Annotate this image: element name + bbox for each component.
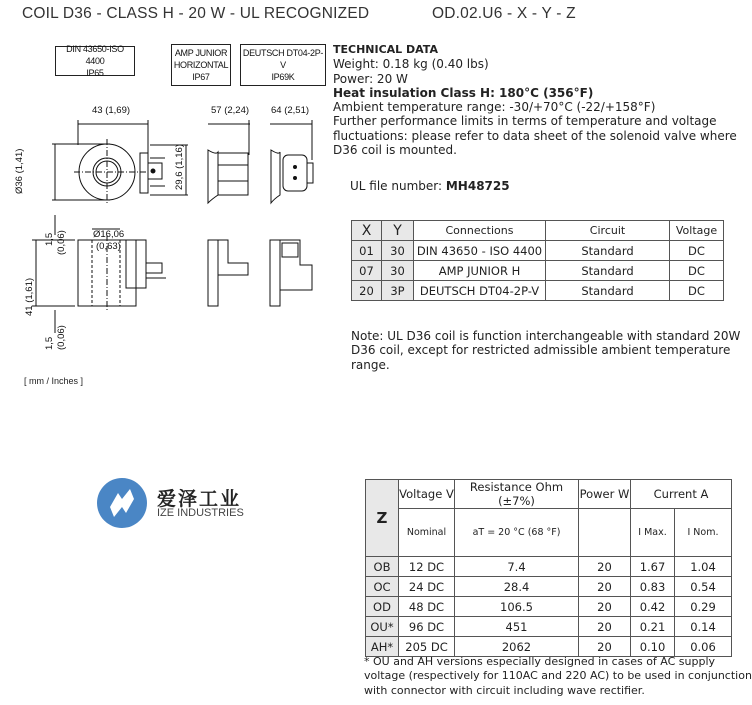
- table-row: [352, 261, 724, 281]
- connector-box-line: AMP JUNIOR: [174, 48, 228, 58]
- footnote: * OU and AH versions especially designed in cases of AC supply voltage (respectively for 110AC and 220 AC) to be used in conjunction with connector with circuit including wave rectifier.: [364, 655, 752, 697]
- cell: DEUTSCH DT04-2P-V: [414, 281, 546, 301]
- note: Note: UL D36 coil is function interchangeable with standard 20W D36 coil, except for restricted admissible ambient temperature range.: [351, 329, 741, 372]
- ambient-range: Ambient temperature range: -30/+70°C (-22/+158°F): [333, 100, 656, 115]
- ize-logo-icon: [96, 477, 148, 529]
- dim-length: 41 (1,61): [24, 277, 35, 316]
- cell: 20: [579, 577, 631, 597]
- cell: 106.5: [455, 597, 579, 617]
- sub-power-empty: [579, 509, 631, 557]
- cell: 24 DC: [399, 577, 455, 597]
- cell: 01: [352, 241, 382, 261]
- table-row: [366, 597, 732, 617]
- cell: DC: [670, 281, 724, 301]
- cell: 12 DC: [399, 557, 455, 577]
- dim-gap-top: 1,5: [44, 232, 55, 246]
- col-z: Z: [366, 480, 399, 557]
- connector-box-amp: [171, 44, 231, 86]
- logo-chinese: 爱泽工业: [157, 488, 242, 510]
- col-connections: Connections: [414, 221, 546, 241]
- cell: AMP JUNIOR H: [414, 261, 546, 281]
- document-title: COIL D36 - CLASS H - 20 W - UL RECOGNIZED: [22, 5, 370, 22]
- cell: 30: [382, 241, 414, 261]
- connector-box-din: [55, 46, 135, 76]
- table-row: [366, 577, 732, 597]
- cell: Standard: [546, 281, 670, 301]
- col-current: Current A: [631, 480, 732, 509]
- cell: 3P: [382, 281, 414, 301]
- z-table: [365, 479, 732, 657]
- xy-table: [351, 220, 724, 301]
- table-header: [352, 221, 724, 241]
- cell: Standard: [546, 241, 670, 261]
- table-row: [366, 617, 732, 637]
- sub-imax: I Max.: [631, 509, 675, 557]
- cell: 0.54: [675, 577, 732, 597]
- connector-box-line: HORIZONTAL: [173, 60, 229, 70]
- cell: 7.4: [455, 557, 579, 577]
- cell: DC: [670, 241, 724, 261]
- col-voltage: Voltage: [670, 221, 724, 241]
- cell: 0.10: [631, 637, 675, 657]
- cell: 96 DC: [399, 617, 455, 637]
- weight: Weight: 0.18 kg (0.40 lbs): [333, 57, 489, 72]
- col-x: X: [352, 221, 382, 241]
- cell: Standard: [546, 261, 670, 281]
- cell: 20: [579, 557, 631, 577]
- table-subheader: [366, 509, 732, 557]
- technical-data: [333, 43, 752, 157]
- cell: 0.42: [631, 597, 675, 617]
- cell: OU*: [366, 617, 399, 637]
- ul-label: UL file number:: [350, 179, 446, 193]
- cell: 1.67: [631, 557, 675, 577]
- dim-depth-deutsch: 64 (2,51): [271, 105, 310, 116]
- cell: 30: [382, 261, 414, 281]
- cell: AH*: [366, 637, 399, 657]
- cell: 0.06: [675, 637, 732, 657]
- table-row: [366, 637, 732, 657]
- logo-english: IZE INDUSTRIES: [157, 507, 244, 519]
- table-header: [366, 480, 732, 509]
- cell: 0.14: [675, 617, 732, 637]
- cell: 48 DC: [399, 597, 455, 617]
- ul-number: MH48725: [445, 179, 510, 193]
- cell: 07: [352, 261, 382, 281]
- connector-box-line: DEUTSCH DT04-2P-V: [242, 48, 324, 70]
- cell: 0.29: [675, 597, 732, 617]
- dim-diameter: Ø36 (1,41): [14, 148, 25, 194]
- cell: 20: [579, 597, 631, 617]
- cell: 451: [455, 617, 579, 637]
- units-label: [ mm / Inches ]: [24, 376, 84, 386]
- cell: 28.4: [455, 577, 579, 597]
- cell: 20: [352, 281, 382, 301]
- dim-gap-top-in: (0,06): [56, 230, 67, 255]
- cell: 0.83: [631, 577, 675, 597]
- dim-gap-bottom-in: (0,06): [56, 325, 67, 350]
- dim-width: 43 (1,69): [92, 105, 131, 116]
- dim-gap-bottom: 1,5: [44, 336, 55, 350]
- insulation: Heat insulation Class H: 180°C (356°F): [333, 85, 594, 100]
- order-code: OD.02.U6 - X - Y - Z: [432, 5, 576, 22]
- cell: 2062: [455, 637, 579, 657]
- table-row: [366, 557, 732, 577]
- dim-bore: Ø16,06: [93, 229, 125, 240]
- col-power: Power W: [579, 480, 631, 509]
- units-text: mm / Inches: [29, 376, 79, 386]
- cell: 20: [579, 637, 631, 657]
- further-info: Further performance limits in terms of temperature and voltage fluctuations: please refer to data sheet of the solenoid valve where D36 coil is mounted.: [333, 114, 737, 158]
- connector-box-line: DIN 43650-ISO 4400: [66, 44, 124, 66]
- cell: DC: [670, 261, 724, 281]
- col-resistance: Resistance Ohm (±7%): [455, 480, 579, 509]
- sub-temperature: aT = 20 °C (68 °F): [455, 509, 579, 557]
- cell: OD: [366, 597, 399, 617]
- dim-height: 29,6 (1,16): [174, 144, 185, 190]
- cell: OB: [366, 557, 399, 577]
- sub-nominal: Nominal: [399, 509, 455, 557]
- connector-box-line: IP69K: [271, 72, 295, 82]
- technical-heading: TECHNICAL DATA: [333, 43, 438, 56]
- col-voltage: Voltage V: [399, 480, 455, 509]
- dim-depth-amp: 57 (2,24): [211, 105, 250, 116]
- sub-inom: I Nom.: [675, 509, 732, 557]
- cell: OC: [366, 577, 399, 597]
- cell: 20: [579, 617, 631, 637]
- col-y: Y: [382, 221, 414, 241]
- cell: 1.04: [675, 557, 732, 577]
- power: Power: 20 W: [333, 71, 408, 86]
- col-circuit: Circuit: [546, 221, 670, 241]
- connector-box-line: IP67: [192, 72, 210, 82]
- cell: 205 DC: [399, 637, 455, 657]
- table-row: [352, 241, 724, 261]
- connector-box-deutsch: [240, 44, 326, 86]
- ul-file: [350, 179, 510, 193]
- cell: 0.21: [631, 617, 675, 637]
- cell: DIN 43650 - ISO 4400: [414, 241, 546, 261]
- table-row: [352, 281, 724, 301]
- dim-bore-in: (0,63): [96, 241, 121, 252]
- connector-box-line: IP65: [86, 68, 104, 78]
